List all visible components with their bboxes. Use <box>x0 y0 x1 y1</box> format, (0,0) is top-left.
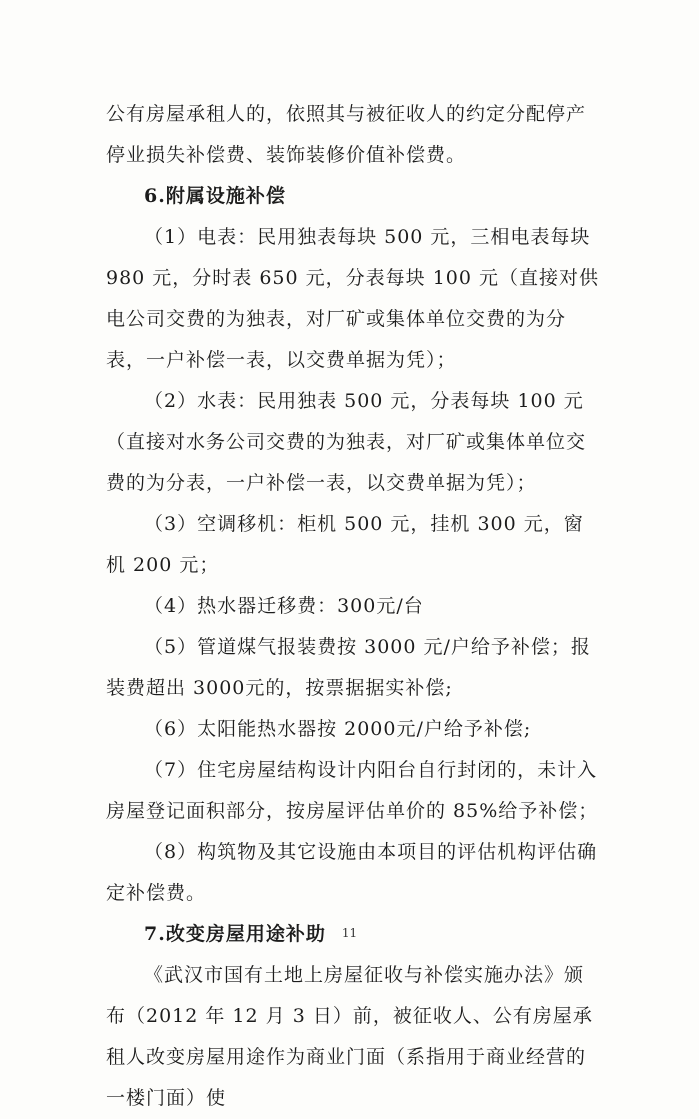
document-body <box>106 94 602 1119</box>
paragraph: 公有房屋承租人的，依照其与被征收人的约定分配停产停业损失补偿费、装饰装修价值补偿费。 <box>106 103 587 166</box>
paragraph: （2）水表：民用独表 500 元，分表每块 100 元（直接对水务公司交费的为独表，对厂矿或集体单位交费的为分表，一户补偿一表，以交费单据为凭）； <box>106 390 587 494</box>
paragraph: （6）太阳能热水器按 2000元/户给予补偿; <box>144 718 532 740</box>
paragraph: （3）空调移机：柜机 500 元，挂机 300 元，窗机 200 元； <box>106 513 584 576</box>
paragraph: 《武汉市国有土地上房屋征收与补偿实施办法》颁布（2012 年 12 月 3 日）前，被征收人、公有房屋承租人改变房屋用途作为商业门面（系指用于商业经营的一楼门面）使 <box>106 964 593 1109</box>
paragraph: （8）构筑物及其它设施由本项目的评估机构评估确定补偿费。 <box>106 841 598 904</box>
paragraph: （1）电表：民用独表每块 500 元，三相电表每块 980 元，分时表 650 元，分表每块 100 元（直接对供电公司交费的为独表，对厂矿或集体单位交费的为分表，一户补偿一表，以交费单据为凭）； <box>106 226 599 371</box>
section-heading: 7.改变房屋用途补助 <box>144 923 326 945</box>
paragraph: （4）热水器迁移费：300元/台 <box>144 595 424 617</box>
paragraph: （5）管道煤气报装费按 3000 元/户给予补偿；报装费超出 3000元的，按票据据实补偿; <box>106 636 591 699</box>
page-number: 11 <box>341 926 358 940</box>
section-heading: 6.附属设施补偿 <box>144 185 286 207</box>
paragraph: （7）住宅房屋结构设计内阳台自行封闭的，未计入房屋登记面积部分，按房屋评估单价的 85%给予补偿； <box>106 759 599 822</box>
